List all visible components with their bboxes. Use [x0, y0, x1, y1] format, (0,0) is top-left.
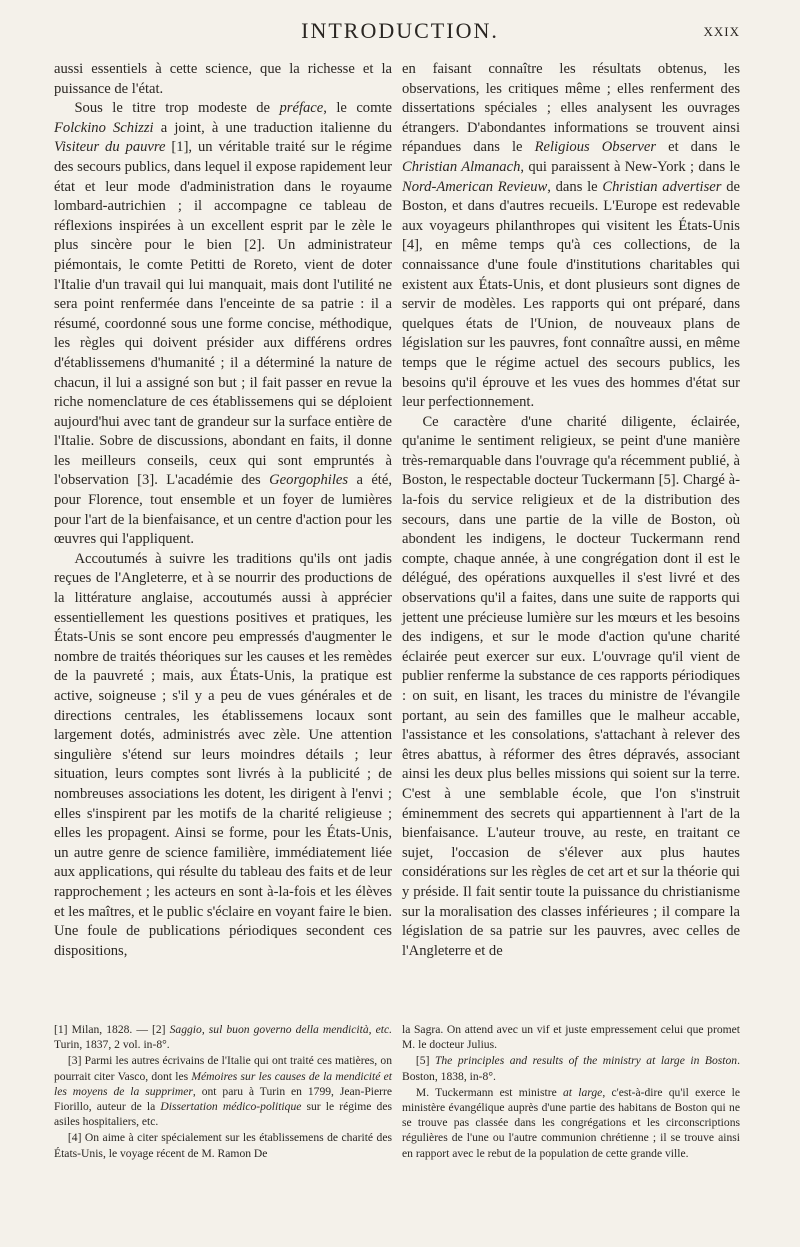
- paragraph: Sous le titre trop modeste de préface, le comte Folckino Schizzi a joint, à une traduction italienne du Visiteur du pauvre [1], un véritable traité sur le régime des secours publics, dans lequel il expose rapidement leur état et leur mode d'administration dans le royaume lombard-autrichien ; il accompagne ce tableau de réflexions inspirées à un excellent esprit par le zèle le plus sincère pour le bien [2]. Un administrateur piémontais, le comte Petitti de Roreto, vient de doter l'Italie d'un travail qui lui manquait, mais dont l'utilité ne sera point renfermée dans l'enceinte de sa patrie : il a résumé, coordonné sous une forme concise, méthodique, les règles qui doivent présider aux différens ordres d'établissemens d'humanité ; il a déterminé la nature de chacun, il lui a assigné son but ; il fait passer en revue la riche nomenclature de ces établissemens qui se déploient aujourd'hui avec tant de grandeur sur la surface entière de l'Italie. Sobre de discussions, abondant en faits, il donne les meilleurs conseils, ceux qui sont empruntés à l'observation [3]. L'académie des Georgophiles a été, pour Florence, tout ensemble et un foyer de lumières pour l'art de la bienfaisance, et un centre d'action pour les œuvres qui l'appliquent.: [54, 100, 392, 548]
- footnotes-left: [54, 1022, 392, 1162]
- paragraph: en faisant connaître les résultats obtenus, les observations, les critiques même ; elles renferment des dissertations spéciales ; elles analysent les ouvrages étrangers. D'abondantes informations se trouvent ainsi répandues dans le Religious Observer et dans le Christian Almanach, qui paraissent à New-York ; dans le Nord-American Revieuw, dans le Christian advertiser de Boston, et dans d'autres recueils. L'Europe est redevable aux voyageurs philanthropes qui visitent les États-Unis [4], en même temps qu'à ces collections, de la connaissance d'une foule d'institutions charitables qui existent aux États-Unis, et dont plusieurs sont dignes de servir de modèles. Les rapports qui ont préparé, dans quelques états de l'Union, de nouveaux plans de législation sur les pauvres, font connaître aussi, en même temps que le régime actuel des secours publics, les besoins qu'il éprouve et les vues des hommes d'état sur leur perfectionnement.: [402, 61, 741, 411]
- footnote: la Sagra. On attend avec un vif et juste empressement celui que promet M. le docteur Julius.: [402, 1023, 740, 1052]
- page-header: [60, 18, 740, 48]
- paragraph: aussi essentiels à cette science, que la richesse et la puissance de l'état.: [54, 61, 392, 97]
- paragraph: Ce caractère d'une charité diligente, éclairée, qu'anime le sentiment religieux, se peint d'une manière très-remarquable dans l'ouvrage qu'a récemment publié, à Boston, le respectable docteur Tuckermann [5]. Chargé à-la-fois du service religieux et de la distribution des secours, dans une partie de la ville de Boston, où abondent les indigens, le docteur Tuckermann rend compte, chaque année, à une congrégation dont il est le délégué, des opérations auxquelles il s'est livré et des observations qu'il a faites, dans une suite de rapports qui jettent une précieuse lumière sur les mœurs et les besoins des indigens, et sur le mode d'action qu'une charité éclairée peut exercer sur eux. L'ouvrage qu'il vient de publier renferme la substance de ces rapports périodiques : on suit, en lisant, les traces du ministre de l'évangile portant, au sein des familles que le malheur accable, l'assistance et les consolations, s'attachant à relever des êtres abattus, à réformer des êtres dépravés, associant ainsi les deux plus belles missions qui soient sur la terre. C'est à une semblable école, que l'on s'instruit éminemment des secrets qui appartiennent à l'art de la bienfaisance. L'auteur trouve, au reste, en traitant ce sujet, l'occasion de s'élever aux plus hautes considérations sur les règles de cet art et sur la théorie qui y préside. Il fait sentir toute la puissance du christianisme sur la moralisation des classes inférieures ; il compare la législation de sa patrie sur les pauvres, avec celles de l'Angleterre et de: [402, 413, 740, 959]
- footnote: [5] The principles and results of the ministry at large in Boston. Boston, 1838, in-8°.: [402, 1054, 741, 1083]
- footnote: M. Tuckermann est ministre at large, c'est-à-dire qu'il exerce le ministère évangélique auprès d'une partie des habitans de Boston qui ne se trouve pas classée dans les congrégations et les circonscriptions régulières de l'une ou l'autre communion chrétienne ; il se trouve ainsi en rapport avec le rebut de la population de cette grande ville.: [402, 1085, 740, 1160]
- footnote: [4] On aime à citer spécialement sur les établissemens de charité des États-Unis, le voyage récent de M. Ramon De: [54, 1131, 392, 1160]
- paragraph: Accoutumés à suivre les traditions qu'ils ont jadis reçues de l'Angleterre, et à se nourrir des productions de la littérature anglaise, accoutumés aussi à apprécier essentiellement les questions positives et pratiques, les États-Unis se sont encore peu empressés d'augmenter le nombre de traités théoriques sur les causes et les remèdes de la pauvreté ; mais, aux États-Unis, la pratique est active, soigneuse ; s'il y a peu de vues générales et de directions centrales, les établissemens locaux sont largement dotés, administrés avec zèle. Une attention singulière s'étend sur leurs moindres détails ; leur situation, leurs comptes sont livrés à la publicité ; de nombreuses associations les dotent, les dirigent à l'envi ; elles s'inspirent par les motifs de la charité religieuse ; elles les propagent. Ainsi se forme, pour les États-Unis, un autre genre de science familière, immédiatement liée aux applications, qui résulte du tableau des faits et de leur rapprochement ; les acteurs en sont à-la-fois et les élèves et les maîtres, et le public s'éclaire en voyant faire le bien. Une foule de publications périodiques secondent ces dispositions,: [54, 550, 392, 959]
- footnote: [3] Parmi les autres écrivains de l'Italie qui ont traité ces matières, on pourrait citer Vasco, dont les Mémoires sur les causes de la mendicité et les moyens de la supprimer, ont paru à Turin en 1799, Jean-Pierre Fiorillo, auteur de la Dissertation médico-politique sur le régime des asiles hospitaliers, etc.: [54, 1054, 393, 1129]
- left-column: [54, 60, 392, 961]
- page-number: XXIX: [703, 24, 740, 39]
- footnote: [1] Milan, 1828. — [2] Saggio, sul buon governo della mendicità, etc. Turin, 1837, 2 vol. in-8°.: [54, 1023, 392, 1052]
- right-column: [402, 60, 740, 961]
- footnotes-right: [402, 1022, 740, 1162]
- running-title: INTRODUCTION.: [301, 18, 499, 43]
